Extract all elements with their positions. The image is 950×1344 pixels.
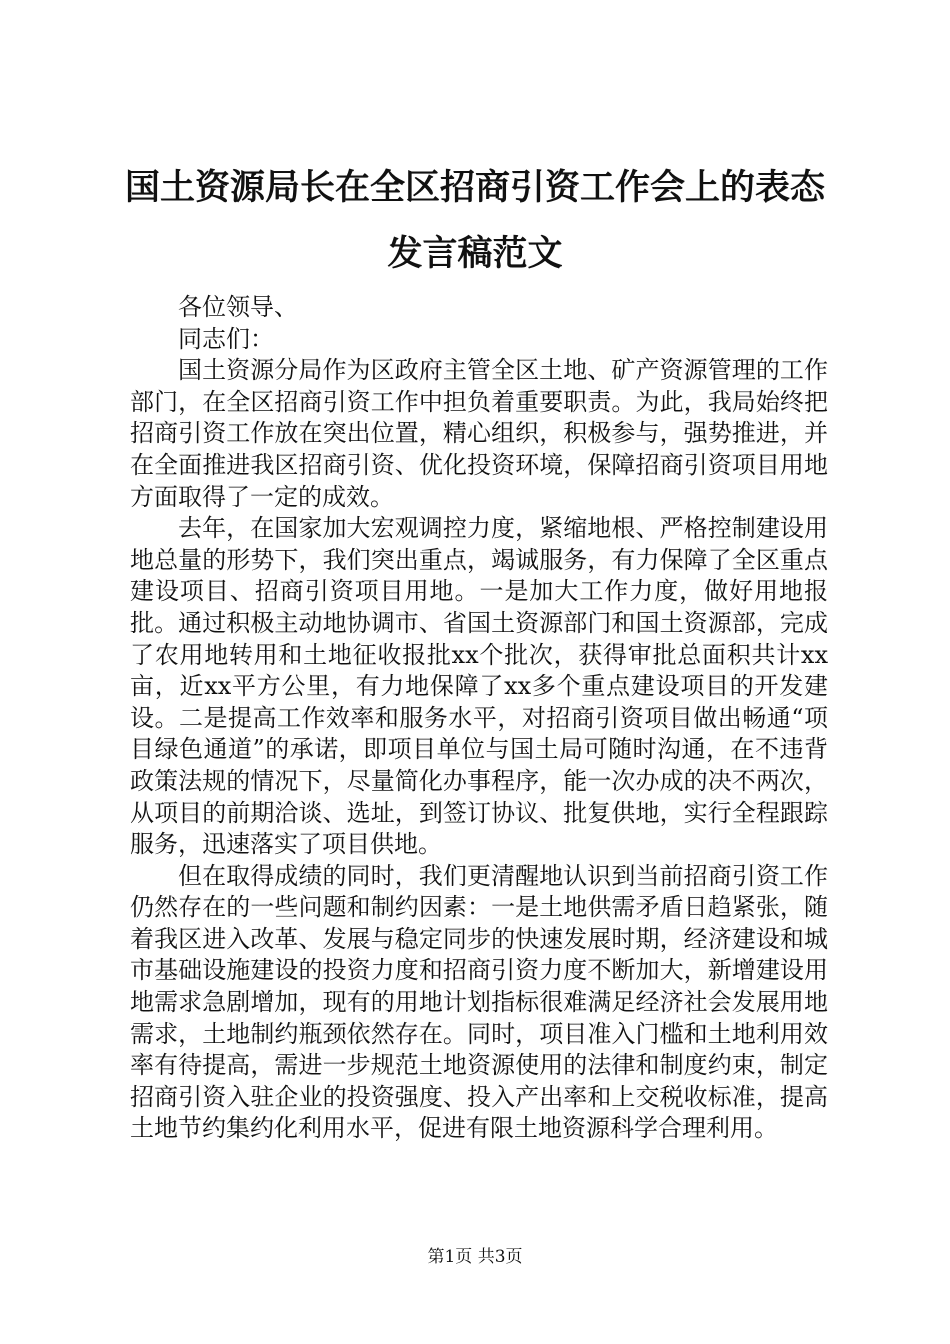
salutation-line-1: 各位领导、 [178, 293, 298, 321]
title-line-1: 国土资源局长在全区招商引资工作会上的表态 [124, 167, 825, 208]
body-paragraph-1: 国土资源分局作为区政府主管全区土地、矿产资源管理的工作部门，在全区招商引资工作中担负着重要职责。为此，我局始终把招商引资工作放在突出位置，精心组织，积极参与，强势推进，并在全面推进我区招商引资、优化投资环境，保障招商引资项目用地方面取得了一定的成效。 [130, 356, 828, 511]
document-title [110, 155, 840, 287]
title-line-2: 发言稿范文 [387, 233, 563, 274]
salutation-line-2: 同志们： [178, 324, 274, 353]
page-footer [0, 1246, 950, 1268]
body-paragraph-3: 但在取得成绩的同时，我们更清醒地认识到当前招商引资工作仍然存在的一些问题和制约因素：一是土地供需矛盾日趋紧张，随着我区进入改革、发展与稳定同步的快速发展时期，经济建设和城市基础设施建设的投资力度和招商引资力度不断加大，新增建设用地需求急剧增加，现有的用地计划指标很难满足经济社会发展用地需求，土地制约瓶颈依然存在。同时，项目准入门槛和土地利用效率有待提高，需进一步规范土地资源使用的法律和制度约束，制定招商引资入驻企业的投资强度、投入产出率和上交税收标准，提高土地节约集约化利用水平，促进有限土地资源科学合理利用。 [130, 861, 828, 1143]
page-number: 第1页 共3页 [427, 1247, 523, 1267]
body-paragraph-2: 去年，在国家加大宏观调控力度，紧缩地根、严格控制建设用地总量的形势下，我们突出重点，竭诚服务，有力保障了全区重点建设项目、招商引资项目用地。一是加大工作力度，做好用地报批。通过积极主动地协调市、省国土资源部门和国土资源部，完成了农用地转用和土地征收报批xx个批次，获得审批总面积共计xx亩，近xx平方公里，有力地保障了xx多个重点建设项目的开发建设。二是提高工作效率和服务水平，对招商引资项目做出畅通“项目绿色通道”的承诺，即项目单位与国土局可随时沟通，在不违背政策法规的情况下，尽量简化办事程序，能一次办成的决不两次，从项目的前期洽谈、选址，到签订协议、批复供地，实行全程跟踪服务，迅速落实了项目供地。 [130, 514, 828, 859]
document-body [130, 292, 828, 1145]
